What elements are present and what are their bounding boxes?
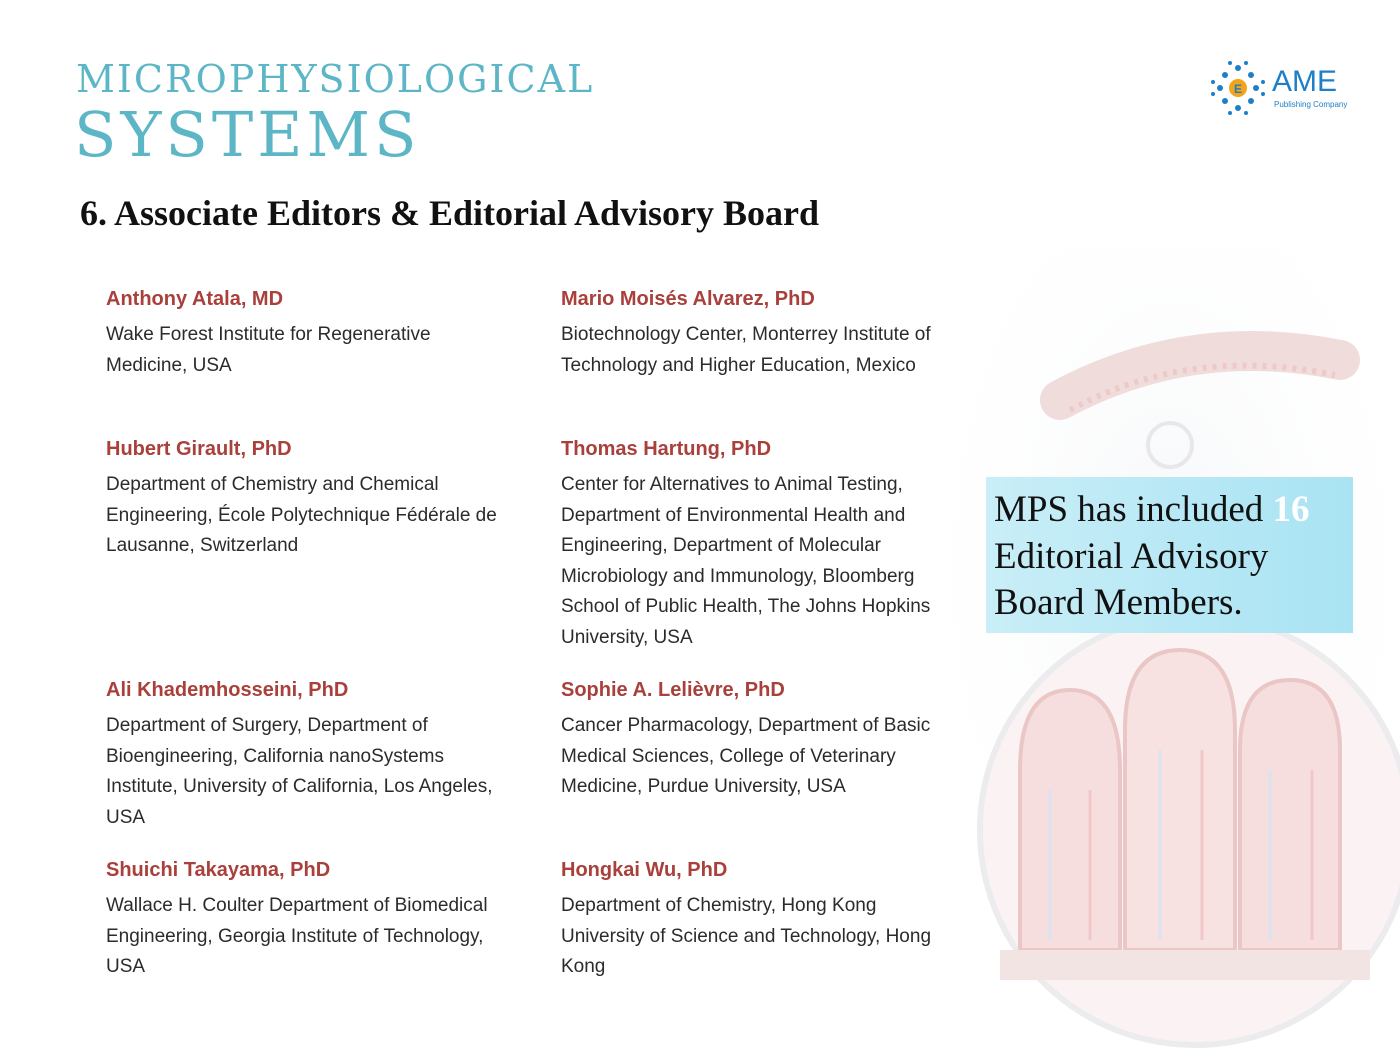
editor-entry xyxy=(106,673,526,833)
ame-dots-icon xyxy=(1208,60,1268,116)
ame-logo-text: AME xyxy=(1272,65,1338,98)
ame-logo-subtitle: Publishing Company xyxy=(1274,100,1348,109)
journal-title-line1: MICROPHYSIOLOGICAL xyxy=(76,57,595,101)
svg-text:E: E xyxy=(1233,82,1243,96)
editor-entry xyxy=(106,853,526,983)
section-title: 6. Associate Editors & Editorial Advisory Board xyxy=(80,193,820,233)
editor-entry xyxy=(561,853,981,983)
editor-entry xyxy=(106,432,526,562)
editor-affiliation: Center for Alternatives to Animal Testing, Department of Environmental Health and Engineering, Department of Molecular Microbiology and Immunology, Bloomberg School of Public Health, The Johns Hopkins University, USA xyxy=(561,474,931,648)
editor-affiliation: Department of Surgery, Department of Bioengineering, California nanoSystems Institute, University of California, Los Angeles, USA xyxy=(106,715,493,828)
editor-affiliation: Department of Chemistry, Hong Kong University of Science and Technology, Hong Kong xyxy=(561,895,932,977)
ame-logo xyxy=(1208,60,1358,116)
editor-name: Ali Khademhosseini, PhD xyxy=(106,679,349,701)
callout-prefix: MPS has included xyxy=(994,489,1264,530)
journal-title-line2: SYSTEMS xyxy=(74,98,421,171)
editor-name: Mario Moisés Alvarez, PhD xyxy=(561,288,815,310)
editor-name: Shuichi Takayama, PhD xyxy=(106,859,331,881)
editor-affiliation: Wake Forest Institute for Regenerative Medicine, USA xyxy=(106,324,431,376)
editor-name: Hongkai Wu, PhD xyxy=(561,859,728,881)
villi-illustration-icon xyxy=(940,250,1400,1050)
editor-affiliation: Cancer Pharmacology, Department of Basic Medical Sciences, College of Veterinary Medicine, Purdue University, USA xyxy=(561,715,931,797)
editor-entry xyxy=(561,673,981,803)
editor-affiliation: Department of Chemistry and Chemical Engineering, École Polytechnique Fédérale de Lausanne, Switzerland xyxy=(106,474,497,556)
editor-entry xyxy=(106,282,526,381)
editor-name: Anthony Atala, MD xyxy=(106,288,284,310)
editor-entry xyxy=(561,432,981,653)
editor-name: Hubert Girault, PhD xyxy=(106,438,292,460)
editor-affiliation: Wallace H. Coulter Department of Biomedical Engineering, Georgia Institute of Technology, USA xyxy=(106,895,488,977)
editor-affiliation: Biotechnology Center, Monterrey Institute of Technology and Higher Education, Mexico xyxy=(561,324,931,376)
callout-text xyxy=(994,487,1345,627)
editor-entry xyxy=(561,282,981,381)
callout-suffix: Editorial Advisory Board Members. xyxy=(994,535,1269,623)
callout-number: 16 xyxy=(1272,489,1310,530)
editor-name: Sophie A. Lelièvre, PhD xyxy=(561,679,785,701)
board-count-callout xyxy=(986,477,1353,633)
editor-name: Thomas Hartung, PhD xyxy=(561,438,772,460)
